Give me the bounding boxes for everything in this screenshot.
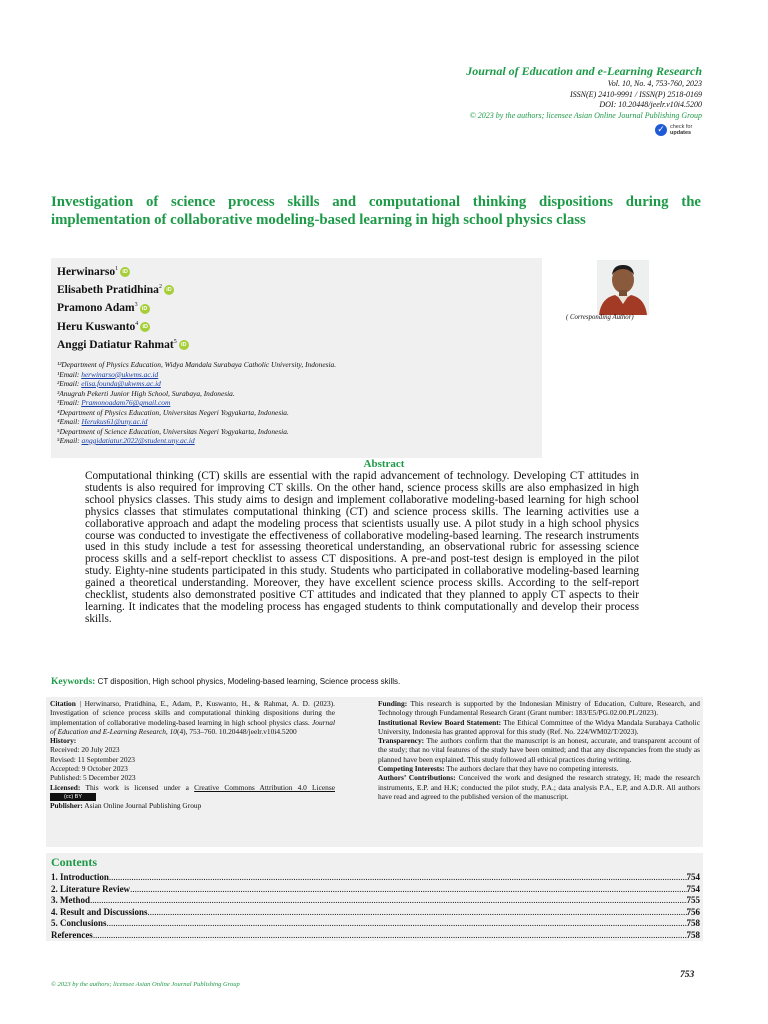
author-list [57, 262, 189, 353]
check-icon: ✓ [655, 124, 667, 136]
keywords [51, 677, 400, 687]
author-2: Elisabeth Pratidhina$^2$iD [57, 280, 189, 298]
affiliation-1: ¹²Department of Physics Education, Widya Mandala Surabaya Catholic University, Indonesia. [57, 360, 337, 369]
license-link[interactable]: Creative Commons Attribution 4.0 License [194, 782, 335, 792]
toc-item[interactable]: 5. Conclusions ..... 758 [51, 918, 700, 930]
contents-box [46, 853, 703, 941]
orcid-icon[interactable]: iD [140, 322, 150, 332]
email-link[interactable]: anggidatiatur.2022@student.uny.ac.id [81, 436, 195, 445]
abstract-text: Computational thinking (CT) skills are essential with the rapid advancement of technology. Developing CT attitudes in students is also required for improving CT skills. On the other hand, science process skills are also emphasized in high school physics classes. This study aims to design and implement collaborative modeling-based learning for high school physics classes that stimulates computational thinking (CT) and science process skills. The learning activities use a collaborative approach and adapt the modeling process that scientists usually use. A pilot study in a high school physics course was conducted to investigate the effectiveness of collaborative modeling-based learning. The research instruments used in this study include a test for assessing theoretical understanding, an observational rubric for assessing science process skills and a self-report checklist to assess CT dispositions. A pre-and post-test design is employed in the pilot study. Eighty-nine students participated in this study. Students who participated in collaborative modeling-based learning gained a theoretical understanding. Moreover, they have excellent science process skills. According to the self-report checklist, students also demonstrated positive CT attitudes and indicated that they planned to apply CT aspects to their learning. It indicates that the modeling process has engaged students to think computationally and develop their process skills. [85, 470, 639, 625]
toc-item[interactable]: 4. Result and Discussions ..... 756 [51, 907, 700, 919]
accepted-date: Accepted: 9 October 2023 [50, 764, 128, 774]
page-number: 753 [680, 970, 695, 980]
email-link[interactable]: herwinarso@ukwms.ac.id [81, 369, 159, 379]
keywords-text: CT disposition, High school physics, Modeling-based learning, Science process skills. [97, 677, 401, 686]
crossmark-text-updates: updates [670, 130, 692, 136]
footer-copyright: © 2023 by the authors; licensee Asian Online Journal Publishing Group [51, 981, 240, 988]
email-link[interactable]: Pramonoadam76@gmail.com [81, 398, 171, 407]
volume-line: Vol. 10, No. 4, 753-760, 2023 [607, 79, 702, 88]
citation: Citation | Herwinarso, Pratidhina, E., Adam, P., Kuswanto, H., & Rahmat, A. D. (2023). Investigation of science process skills and computational thinking dispositions during the implementation of collaborative modeling-based learning in high school physics class. Journal of Education and E-Learning Research, 10(4), 753–760. 10.20448/jeelr.v10i4.5200 [50, 699, 335, 736]
license-statement: Licensed: This work is licensed under a Creative Commons Attribution 4.0 License (cc) BY [50, 782, 335, 801]
toc-item[interactable]: 3. Method ..... 755 [51, 895, 700, 907]
article-info-box [46, 697, 703, 847]
affiliation-4: ⁴Department of Physics Education, Universitas Negeri Yogyakarta, Indonesia. [57, 407, 289, 417]
author-photo [597, 260, 649, 315]
transparency-statement: Transparency: The authors confirm that the manuscript is an honest, accurate, and transparent account of the study; that no vital features of the study have been omitted; and that any discrepancies from the study as planned have been explained. This study followed all ethical practices during writing. [378, 736, 700, 764]
orcid-icon[interactable]: iD [140, 304, 150, 314]
article-title: Investigation of science process skills and computational thinking dispositions during the implementation of collaborative modeling-based learning in high school physics class [51, 194, 701, 228]
orcid-icon[interactable]: iD [179, 340, 189, 350]
received-date: Received: 20 July 2023 [50, 745, 120, 755]
irb-statement: Institutional Review Board Statement: The Ethical Committee of the Widya Mandala Surabaya Catholic University, Indonesia has granted approval for this study (Ref. No. 224/WM02/T/2023). [378, 717, 700, 736]
abstract-heading: Abstract [363, 458, 405, 470]
funding-column [378, 699, 700, 801]
journal-header [302, 64, 702, 121]
competing-interests: Competing Interests: The authors declare that they have no competing interests. [378, 764, 619, 774]
published-date: Published: 5 December 2023 [50, 773, 136, 783]
affiliation-3: ³Anugrah Pekerti Junior High School, Surabaya, Indonesia. [57, 388, 235, 398]
doi-line: DOI: 10.20448/jeelr.v10i4.5200 [599, 100, 702, 109]
email-link[interactable]: Herukus61@uny.ac.id [81, 417, 148, 426]
funding-statement: Funding: This research is supported by the Indonesian Ministry of Education, Culture, Research, and Technology through Fundamental Research Grant (Grant number: 183/E5/PG.02.00.PL/2023). [378, 699, 700, 718]
author-contributions: Authors’ Contributions: Conceived the work and designed the research strategy, H; made the research instruments, E.P. and H.K; conducted the pilot study, P.A.; data analysis P.A., E.P, and A.D.R. All authors have read and agreed to the published version of the manuscript. [378, 773, 700, 801]
cc-by-icon: (cc) BY [50, 793, 96, 801]
author-box [51, 258, 542, 458]
header-copyright: © 2023 by the authors; licensee Asian Online Journal Publishing Group [469, 110, 702, 120]
check-for-updates-badge[interactable] [655, 122, 701, 138]
toc-item[interactable]: 2. Literature Review ..... 754 [51, 884, 700, 896]
citation-column [50, 699, 335, 811]
keywords-label: Keywords: [51, 677, 96, 687]
orcid-icon[interactable]: iD [120, 267, 130, 277]
affiliation-5: ⁵Department of Science Education, Universitas Negeri Yogyakarta, Indonesia. [57, 426, 289, 436]
author-3: Pramono Adam$^3$iD [57, 298, 189, 316]
email-link[interactable]: elisa.founda@ukwms.ac.id [81, 379, 161, 388]
history-label: History: [50, 736, 77, 746]
toc-item[interactable]: 1. Introduction ..... 754 [51, 872, 700, 884]
author-1: Herwinarso$^1$iD [57, 262, 189, 280]
contents-list [51, 872, 700, 941]
revised-date: Revised: 11 September 2023 [50, 754, 135, 764]
publisher: Publisher: Asian Online Journal Publishing Group [50, 801, 202, 811]
corresponding-author-label: ( Corresponding Author) [566, 314, 634, 321]
affiliations: ¹²Department of Physics Education, Widya Mandala Surabaya Catholic University, Indonesia. ¹Email: herwinarso@ukwms.ac.id ²Email: elisa.founda@ukwms.ac.id ³Anugrah Pekerti Junior High School, Surabaya, Indonesia. ³Email: Pramonoadam76@gmail.com ⁴Department of Physics Education, Universitas Negeri Yogyakarta, Indonesia. ⁴Email: Herukus61@uny.ac.id ⁵Department of Science Education, Universitas Negeri Yogyakarta, Indonesia. ⁵Email: anggidatiatur.2022@student.uny.ac.id [57, 360, 337, 445]
contents-heading: Contents [51, 855, 98, 869]
journal-name: Journal of Education and e-Learning Research [466, 64, 702, 78]
author-5: Anggi Datiatur Rahmat$^5$iD [57, 335, 189, 353]
toc-item[interactable]: References ..... 758 [51, 930, 700, 942]
issn-line: ISSN(E) 2410-9991 / ISSN(P) 2518-0169 [570, 89, 702, 99]
orcid-icon[interactable]: iD [164, 285, 174, 295]
crossmark-text: check for [670, 124, 693, 130]
author-4: Heru Kuswanto$^4$iD [57, 317, 189, 335]
